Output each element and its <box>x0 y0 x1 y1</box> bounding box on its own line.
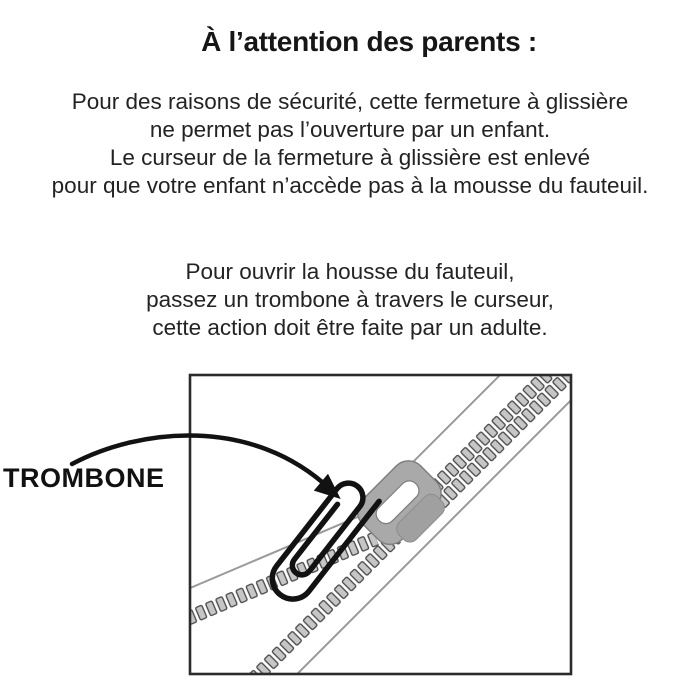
zipper-teeth-closed <box>417 370 612 516</box>
intro-line-2: ne permet pas l’ouverture par un enfant. <box>149 117 551 142</box>
intro-line-3: Le curseur de la fermeture à glissière est enlevé <box>109 145 591 170</box>
zipper-artwork <box>118 370 621 700</box>
instructions-line-2: passez un trombone à travers le curseur, <box>146 287 554 312</box>
intro-paragraph <box>0 88 700 200</box>
instructions-paragraph <box>0 258 700 342</box>
page-title: À l’attention des parents : <box>201 26 537 57</box>
instructions-line-3: cette action doit être faite par un adulte. <box>152 315 548 340</box>
zipper-diagram <box>0 370 700 700</box>
instructions-line-1: Pour ouvrir la housse du fauteuil, <box>185 259 515 284</box>
intro-line-4: pour que votre enfant n’accède pas à la mousse du fauteuil. <box>51 173 649 198</box>
paperclip-label: TROMBONE <box>3 463 165 493</box>
zipper-illustration <box>0 370 700 700</box>
intro-line-1: Pour des raisons de sécurité, cette fermeture à glissière <box>71 89 629 114</box>
